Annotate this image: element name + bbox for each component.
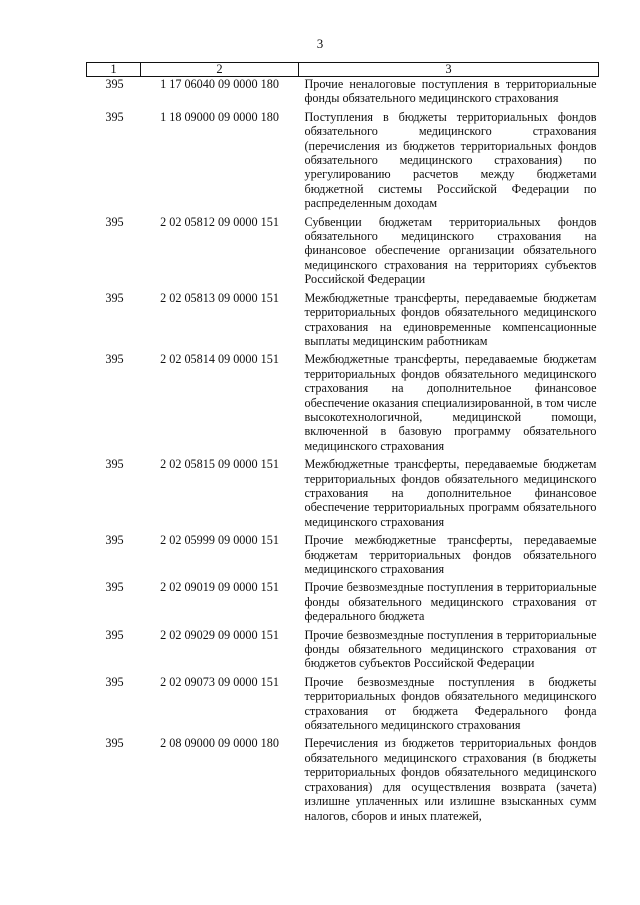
table-body	[87, 77, 599, 827]
table-row	[87, 77, 599, 110]
table-row	[87, 675, 599, 737]
admin-code-cell: 395	[105, 352, 124, 367]
revenue-name-cell: Межбюджетные трансферты, передаваемые бюджетам территориальных фондов обязательного медицинского страхования на единовременные компенсационные выплаты медицинским работникам	[304, 290, 597, 348]
revenue-name-cell: Поступления в бюджеты территориальных фондов обязательного медицинского страхования (перечисления из бюджетов территориальных фондов обязательного медицинского страхования) по урегулированию расчетов между бюджетами бюджетной системы Российской Федерации по распределенным доходам	[304, 109, 597, 211]
admin-code-cell: 395	[105, 290, 124, 305]
classifier-code-cell: 2 02 09073 09 0000 151	[160, 674, 279, 689]
classifier-code-cell: 2 08 09000 09 0000 180	[160, 736, 279, 751]
column-header-2: 2	[141, 63, 299, 77]
admin-code-cell: 395	[105, 533, 124, 548]
classifier-code-cell: 2 02 05815 09 0000 151	[160, 457, 279, 472]
table-row	[87, 457, 599, 533]
admin-code-cell: 395	[105, 109, 124, 124]
table-row	[87, 580, 599, 627]
column-header-3: 3	[299, 63, 599, 77]
classifier-code-cell: 1 18 09000 09 0000 180	[160, 109, 279, 124]
revenue-name-cell: Прочие безвозмездные поступления в территориальные фонды обязательного медицинского страхования от федерального бюджета	[304, 580, 597, 624]
table-row	[87, 110, 599, 215]
revenue-name-cell: Субвенции бюджетам территориальных фондов обязательного медицинского страхования на финансовое обеспечение организации обязательного медицинского страхования на территориях субъектов Российской Федерации	[304, 214, 597, 287]
classifier-code-cell: 2 02 05999 09 0000 151	[160, 533, 279, 548]
page-number: 3	[316, 36, 324, 51]
admin-code-cell: 395	[105, 736, 124, 751]
budget-code-table	[86, 62, 599, 827]
classifier-code-cell: 2 02 09029 09 0000 151	[160, 627, 279, 642]
admin-code-cell: 395	[105, 214, 124, 229]
classifier-code-cell: 1 17 06040 09 0000 180	[160, 77, 279, 91]
admin-code-cell: 395	[105, 77, 124, 91]
classifier-code-cell: 2 02 05814 09 0000 151	[160, 352, 279, 367]
classifier-code-cell: 2 02 09019 09 0000 151	[160, 580, 279, 595]
revenue-name-cell: Межбюджетные трансферты, передаваемые бюджетам территориальных фондов обязательного медицинского страхования на дополнительное финансовое обеспечение территориальных программ обязательного медицинского страхования	[304, 457, 597, 529]
revenue-name-cell: Прочие безвозмездные поступления в бюджеты территориальных фондов обязательного медицинского страхования от бюджета Федерального фонда обязательного медицинского страхования	[304, 674, 597, 733]
classifier-code-cell: 2 02 05812 09 0000 151	[160, 214, 279, 229]
column-header-1: 1	[87, 63, 141, 77]
table-row	[87, 628, 599, 675]
table-row	[87, 291, 599, 353]
admin-code-cell: 395	[105, 627, 124, 642]
admin-code-cell: 395	[105, 674, 124, 689]
table-row	[87, 533, 599, 580]
table-row	[87, 736, 599, 826]
revenue-name-cell: Перечисления из бюджетов территориальных фондов обязательного медицинского страхования (в бюджеты территориальных фондов обязательного медицинского страхования) для осуществления возврата (зачета) излишне уплаченных или излишне взысканных сумм налогов, сборов и иных платежей,	[304, 736, 597, 823]
revenue-name-cell: Межбюджетные трансферты, передаваемые бюджетам территориальных фондов обязательного медицинского страхования на дополнительное финансовое обеспечение оказания специализированной, в том числе высокотехнологичной, медицинской помощи, включенной в базовую программу обязательного медицинского страхования	[304, 352, 597, 453]
revenue-name-cell: Прочие безвозмездные поступления в территориальные фонды обязательного медицинского страхования от бюджетов субъектов Российской Федерации	[304, 627, 597, 671]
revenue-name-cell: Прочие неналоговые поступления в территориальные фонды обязательного медицинского страхования	[304, 77, 597, 106]
table-header	[87, 63, 599, 77]
admin-code-cell: 395	[105, 457, 124, 472]
table-row	[87, 215, 599, 291]
admin-code-cell: 395	[105, 580, 124, 595]
revenue-name-cell: Прочие межбюджетные трансферты, передаваемые бюджетам территориальных фондов обязательного медицинского страхования	[304, 533, 597, 576]
table-row	[87, 352, 599, 457]
classifier-code-cell: 2 02 05813 09 0000 151	[160, 290, 279, 305]
